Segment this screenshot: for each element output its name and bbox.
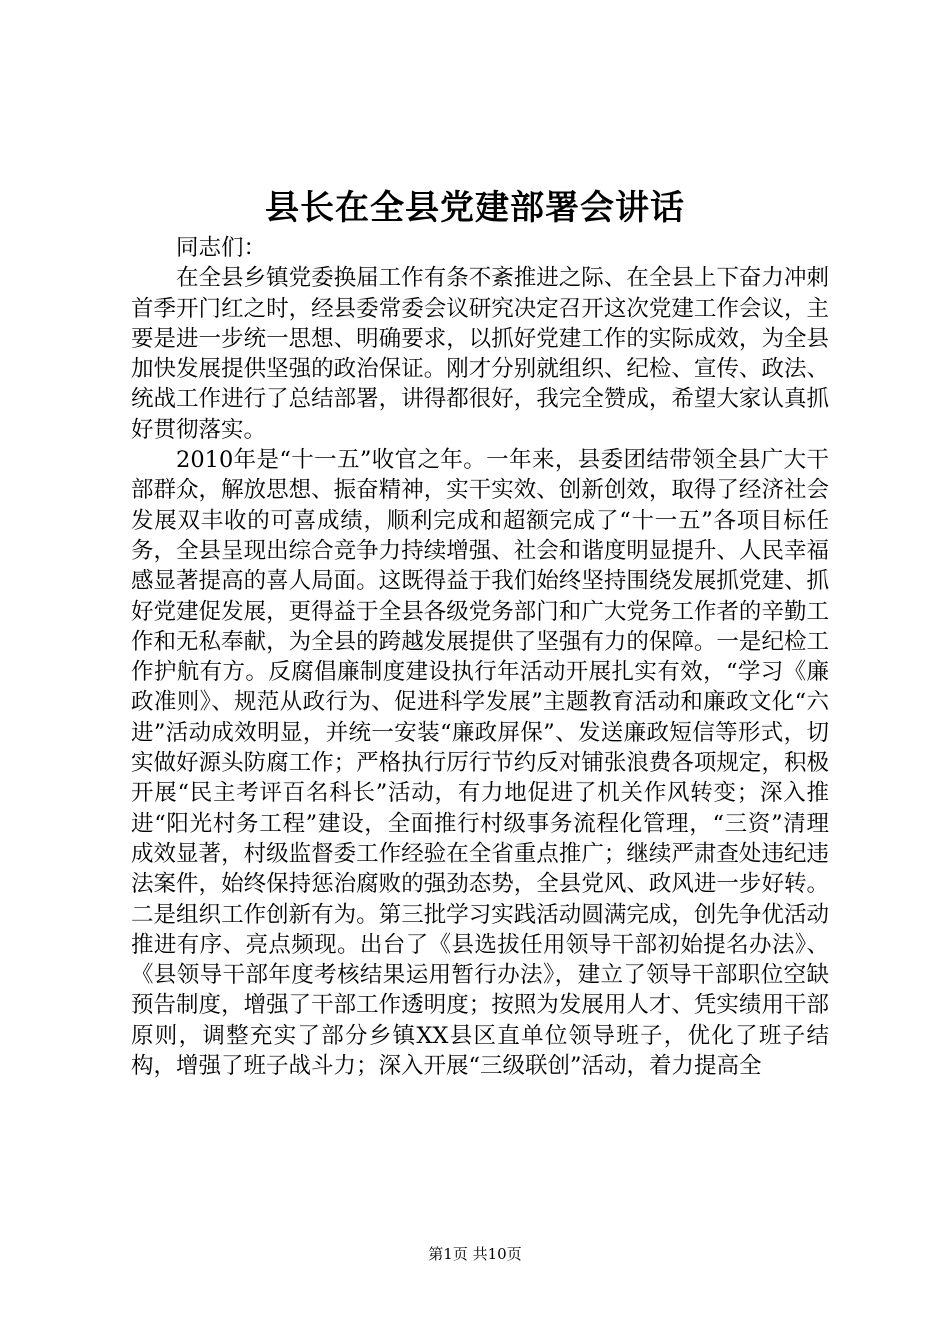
paragraph: 2010年是“十一五”收官之年。一年来，县委团结带领全县广大干部群众，解放思想、振奋精神，实干实效、创新创效，取得了经济社会发展双丰收的可喜成绩，顺利完成和超额完成了“十一五”各项目标任务，全县呈现出综合竞争力持续增强、社会和谐度明显提升、人民幸福感显著提高的喜人局面。这既得益于我们始终坚持围绕发展抓党建、抓好党建促发展，更得益于全县各级党务部门和广大党务工作者的辛勤工作和无私奉献，为全县的跨越发展提供了坚强有力的保障。一是纪检工作护航有方。反腐倡廉制度建设执行年活动开展扎实有效，“学习《廉政准则》、规范从政行为、促进科学发展”主题教育活动和廉政文化“六进”活动成效明显，并统一安装“廉政屏保”、发送廉政短信等形式，切实做好源头防腐工作；严格执行厉行节约反对铺张浪费各项规定，积极开展“民主考评百名科长”活动，有力地促进了机关作风转变；深入推进“阳光村务工程”建设，全面推行村级事务流程化管理，“三资”清理成效显著，村级监督委工作经验在全省重点推广；继续严肃查处违纪违法案件，始终保持惩治腐败的强劲态势，全县党风、政风进一步好转。二是组织工作创新有为。第三批学习实践活动圆满完成，创先争优活动推进有序、亮点频现。出台了《县选拔任用领导干部初始提名办法》、《县领导干部年度考核结果运用暂行办法》，建立了领导干部职位空缺预告制度，增强了干部工作透明度；按照为发展用人才、凭实绩用干部原则，调整充实了部分乡镇XX县区直单位领导班子，优化了班子结构，增强了班子战斗力；深入开展“三级联创”活动，着力提高全 [131, 447, 829, 1080]
salutation: 同志们： [176, 235, 267, 261]
document-body [131, 233, 829, 1081]
document-title: 县长在全县党建部署会讲话 [265, 188, 685, 228]
page-footer: 第1页 共10页 [428, 1245, 522, 1263]
paragraph: 在全县乡镇党委换届工作有条不紊推进之际、在全县上下奋力冲刺首季开门红之时，经县委常委会议研究决定召开这次党建工作会议，主要是进一步统一思想、明确要求，以抓好党建工作的实际成效，为全县加快发展提供坚强的政治保证。刚才分别就组织、纪检、宣传、政法、统战工作进行了总结部署，讲得都很好，我完全赞成，希望大家认真抓好贯彻落实。 [131, 265, 829, 443]
